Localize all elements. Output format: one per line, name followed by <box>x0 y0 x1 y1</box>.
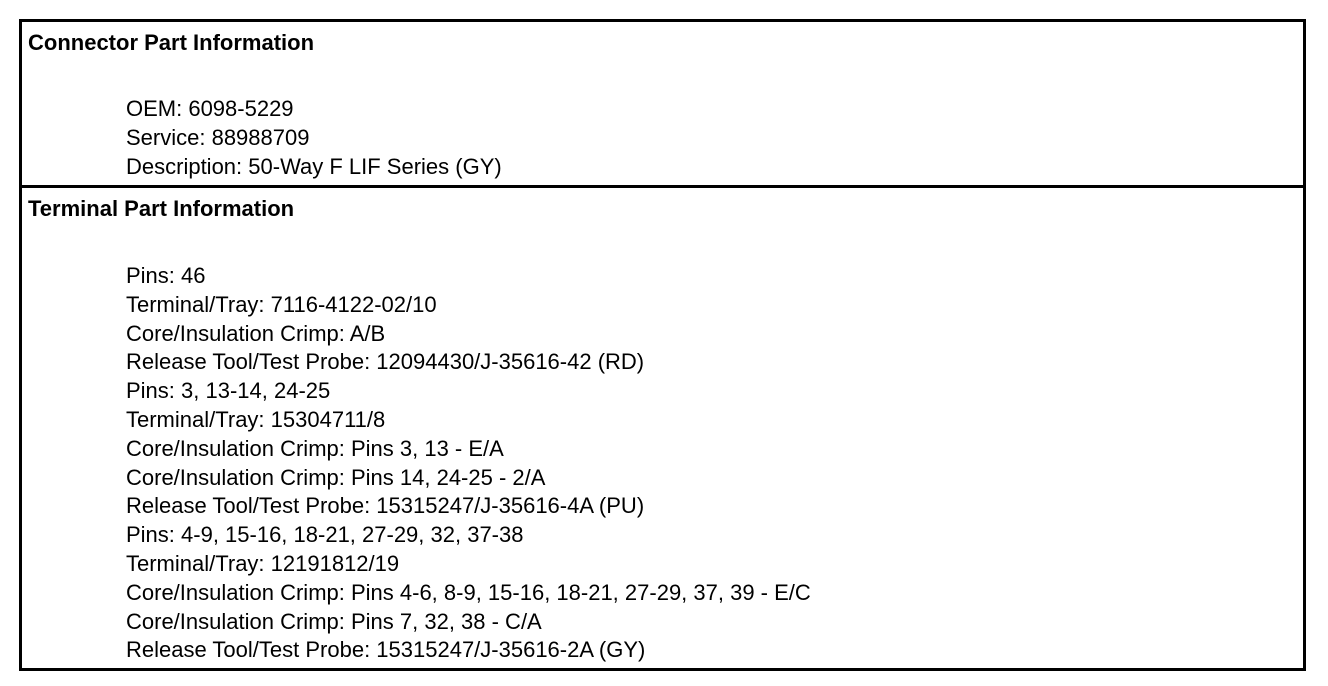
terminal-info-line: Core/Insulation Crimp: Pins 14, 24-25 - 2/A <box>126 464 546 490</box>
terminal-info-line: Core/Insulation Crimp: Pins 7, 32, 38 - C/A <box>126 608 542 634</box>
connector-section-title: Connector Part Information <box>28 30 315 55</box>
connector-info-table <box>19 19 1306 671</box>
terminal-info-line: Release Tool/Test Probe: 12094430/J-35616-42 (RD) <box>126 349 645 375</box>
connector-oem-line: OEM: 6098-5229 <box>126 96 294 121</box>
terminal-info-line: Core/Insulation Crimp: A/B <box>126 320 386 346</box>
terminal-info-line: Core/Insulation Crimp: Pins 3, 13 - E/A <box>126 435 504 461</box>
terminal-info-line: Pins: 3, 13-14, 24-25 <box>126 378 331 404</box>
connector-info-list <box>126 95 502 181</box>
terminal-info-line: Core/Insulation Crimp: Pins 4-6, 8-9, 15-16, 18-21, 27-29, 37, 39 - E/C <box>126 579 811 605</box>
connector-part-section <box>22 22 1303 188</box>
terminal-info-line: Terminal/Tray: 7116-4122-02/10 <box>126 291 437 317</box>
terminal-part-section <box>22 188 1303 668</box>
terminal-section-title: Terminal Part Information <box>28 196 295 221</box>
terminal-info-line: Terminal/Tray: 12191812/19 <box>126 550 400 576</box>
terminal-info-line: Release Tool/Test Probe: 15315247/J-35616-4A (PU) <box>126 493 645 519</box>
terminal-info-line: Release Tool/Test Probe: 15315247/J-35616-2A (GY) <box>126 637 646 663</box>
terminal-info-line: Terminal/Tray: 15304711/8 <box>126 406 386 432</box>
terminal-info-list <box>126 262 811 665</box>
terminal-info-line: Pins: 46 <box>126 263 206 288</box>
connector-description-line: Description: 50-Way F LIF Series (GY) <box>126 153 502 179</box>
connector-service-line: Service: 88988709 <box>126 124 310 150</box>
terminal-info-line: Pins: 4-9, 15-16, 18-21, 27-29, 32, 37-38 <box>126 522 524 548</box>
